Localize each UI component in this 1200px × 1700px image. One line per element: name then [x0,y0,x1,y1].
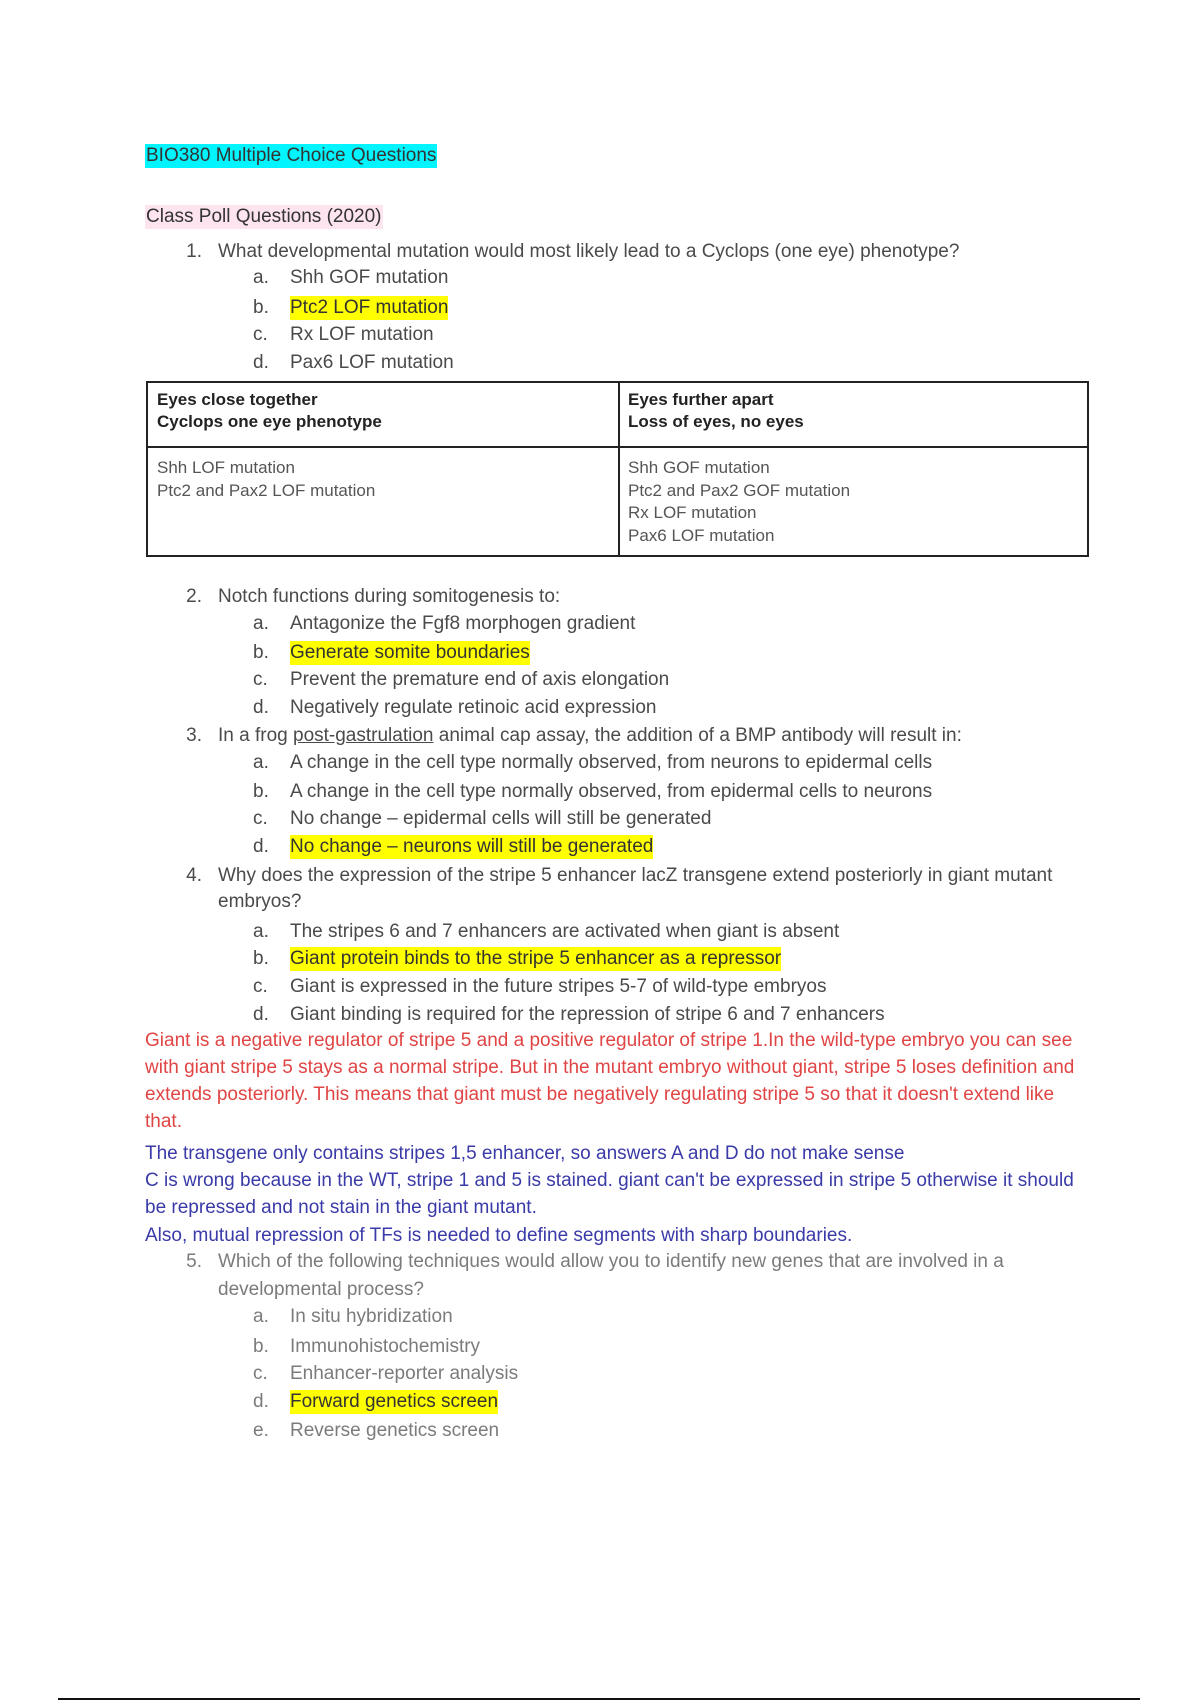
option-text-correct: Generate somite boundaries [290,642,530,663]
table-header-line: Loss of eyes, no eyes [628,412,804,431]
question-text-part: animal cap assay, the addition of a BMP antibody will result in: [433,725,962,746]
question-number: 5. [186,1251,202,1272]
table-header-col2 [628,389,804,433]
option-letter: b. [253,948,269,969]
option-text-correct: No change – neurons will still be generated [290,836,654,857]
option-text: Reverse genetics screen [290,1420,500,1441]
option-text: Pax6 LOF mutation [290,352,454,373]
table-header-col1 [157,389,382,433]
table-header-line: Eyes close together [157,390,318,409]
table-cell-col1 [157,457,375,502]
option-letter: e. [253,1420,269,1441]
explanation-note-blue-1: The transgene only contains stripes 1,5 enhancer, so answers A and D do not make sense [145,1143,905,1164]
option-letter: d. [253,1391,269,1412]
option-letter: a. [253,752,269,773]
question-text: Notch functions during somitogenesis to: [218,586,561,607]
option-text: Prevent the premature end of axis elongation [290,669,670,690]
option-text: A change in the cell type normally observed, from epidermal cells to neurons [290,781,933,802]
option-text: Antagonize the Fgf8 morphogen gradient [290,613,636,634]
question-number: 4. [186,865,202,886]
table-header-line: Cyclops one eye phenotype [157,412,382,431]
option-letter: c. [253,324,268,345]
option-text-correct: Giant protein binds to the stripe 5 enhancer as a repressor [290,948,782,969]
question-number: 3. [186,725,202,746]
table-header-line: Eyes further apart [628,390,774,409]
option-letter: c. [253,1363,268,1384]
option-text: Giant binding is required for the repression of stripe 6 and 7 enhancers [290,1004,885,1025]
option-letter: a. [253,921,269,942]
table-cell-col2 [628,457,850,547]
section-title: Class Poll Questions (2020) [146,206,382,227]
document-title: BIO380 Multiple Choice Questions [146,145,437,166]
question-text: developmental process? [218,1279,424,1300]
option-letter: b. [253,1336,269,1357]
option-text: Negatively regulate retinoic acid expression [290,697,657,718]
option-letter: d. [253,836,269,857]
option-letter: b. [253,297,269,318]
option-letter: c. [253,808,268,829]
option-letter: c. [253,669,268,690]
option-letter: d. [253,1004,269,1025]
option-letter: d. [253,352,269,373]
explanation-note-blue-3: Also, mutual repression of TFs is needed to define segments with sharp boundaries. [145,1225,853,1246]
option-letter: a. [253,1306,269,1327]
option-text: Rx LOF mutation [290,324,434,345]
explanation-note-blue-2: C is wrong because in the WT, stripe 1 and 5 is stained. giant can't be expressed in stripe 5 otherwise it should be repressed and not stain in the giant mutant. [145,1170,1074,1218]
table-cell-item: Ptc2 and Pax2 LOF mutation [157,480,376,500]
question-text: Why does the expression of the stripe 5 enhancer lacZ transgene extend posteriorly in giant mutant [218,865,1053,886]
option-letter: a. [253,267,269,288]
option-letter: b. [253,781,269,802]
question-text: embryos? [218,891,302,912]
explanation-note-red: Giant is a negative regulator of stripe 5 and a positive regulator of stripe 1.In the wild-type embryo you can see with giant stripe 5 stays as a normal stripe. But in the mutant embryo without giant, stripe 5 loses definition and extends posteriorly. This means that giant must be negatively regulating stripe 5 so that it doesn't extend like that. [145,1030,1075,1132]
question-text-part: In a frog [218,725,293,746]
table-cell-item: Rx LOF mutation [628,503,757,522]
comparison-table [146,381,1089,557]
option-letter: a. [253,613,269,634]
table-cell-item: Shh LOF mutation [157,458,295,477]
option-letter: c. [253,976,268,997]
option-letter: d. [253,697,269,718]
question-number: 2. [186,586,202,607]
question-text [218,724,962,748]
option-text: Giant is expressed in the future stripes 5-7 of wild-type embryos [290,976,827,997]
option-text: Enhancer-reporter analysis [290,1363,519,1384]
table-divider-horizontal [148,446,1087,448]
option-text: A change in the cell type normally observed, from neurons to epidermal cells [290,752,933,773]
option-text: No change – epidermal cells will still be generated [290,808,712,829]
table-cell-item: Pax6 LOF mutation [628,525,775,545]
question-number: 1. [186,241,202,262]
option-text-correct: Ptc2 LOF mutation [290,297,449,318]
option-text-correct: Forward genetics screen [290,1391,499,1412]
table-divider-vertical [618,383,620,555]
table-cell-item: Shh GOF mutation [628,458,770,477]
option-text: In situ hybridization [290,1306,453,1327]
option-letter: b. [253,642,269,663]
option-text: Immunohistochemistry [290,1336,481,1357]
question-text-underlined: post-gastrulation [293,725,434,746]
question-text: What developmental mutation would most likely lead to a Cyclops (one eye) phenotype? [218,241,960,262]
option-text: Shh GOF mutation [290,267,449,288]
question-text: Which of the following techniques would allow you to identify new genes that are involved in a [218,1251,1004,1272]
option-text: The stripes 6 and 7 enhancers are activated when giant is absent [290,921,840,942]
table-cell-item: Ptc2 and Pax2 GOF mutation [628,480,851,500]
